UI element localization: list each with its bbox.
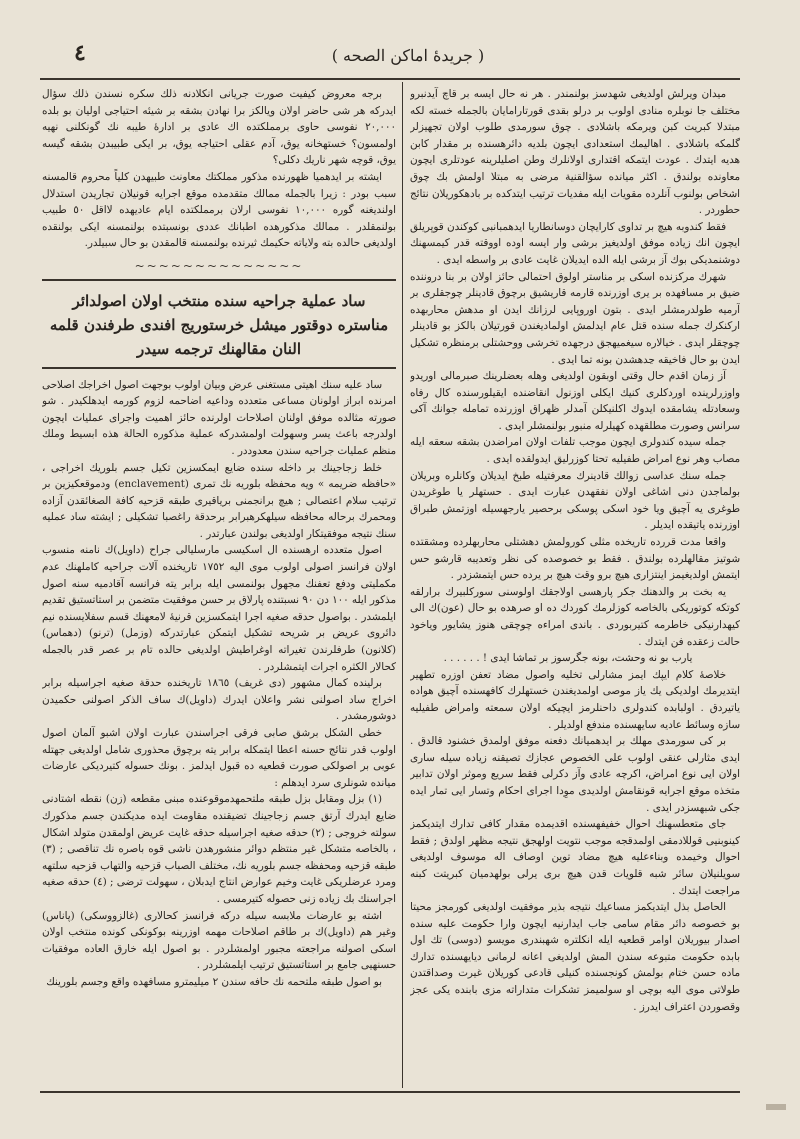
paragraph: جاى متعطسهنك احوال خفيفهسنده اقديمده مقدار كافى تدارك ايتديكمز كينوبنيى قوللادمقى اولمدقجه موجب نتويت اولهجق نتيجه مظهر اولدق ; فقط احوال وخيمده وبناءعليه هيچ مضاد توين اوصاف اله موسوف اولديغى سويلنيلان سائر شبه قلويات قدن هيچ برى يرلى بولهدميان كبريتت كبنه مراجعت ايتدك . xyxy=(410,818,740,897)
paragraph: (١) بزل ومقابل بزل طبقه ملتحمهدموقوعنده مبنى مقطعه (زن) نقطه اشتادنى ضايع ايدرك آرتق جسم زجاجينك تضيقنده مقاومت ايده مديكندن جسم مذكورك سولته خروجى ; (٢) حدقه صغيه اجراسيله حدقه غايت عريض اولمقدن متولد اشكال ، بالخاصه متشكل غير منتظم دوائر منشورهدن ناشى قوه باصره نك تناقصى ; (٣) طبقه قزحيه ومحفظه جسم بلوريه نك، مختلف الصباب قزحيه والتهاب قزحيه سلتهه ومرد عرضلريكى غايت وخيم عوارض انتاج ايدبلان ، سهولت ترضى ; (٤) حدقه صغيه اجراسنك بك زياده زنى حصوله كتيرمسى . xyxy=(42,793,396,905)
paragraph: يه بخت بر والدهنك جكر پارهسى اولاجقك اولوسنى سوركلبيرك برارلقه كوتكه كوتوريكى بالخاصه كوزلرمك كوردك ده او صرهده بو حال (عون)ك الى كيهدارنيكى خاطرمه كتيربوردى . باندى امراءه چوچقى هنوز يشايور وياخود حالت زعقده فن ايتدك . xyxy=(410,585,740,648)
paragraph: ميدان ويرلش اولديغى شهدسز بولنمندر . هر نه حال ايسه بر قاچ آيدنبرو مختلف جا نوبلره منادى اولوب بر درلو بقدى قورتارامايان بالجمله خسته لكه مبتدلا كبريت كبن ويرمكه باشلادى . چوق سورمدى طلوب اولان تجهيزلر گلمكه باشلادى . اهاليمك استعدادى ايچون بلديه دائرهسنده بر مقدار كابن هديه ايتدك . عودت ايتمكه اقتدارى اولانلرك وطن اصليلرينه عودتلرى ايچون معاونده بولندق . اكثر ميانده سؤالقنية مرضى به مبتلا اولمش بك چوق اشخاص بولنوب آنلرده مقويات ايله مفديات ترتيب ايتدكده بر بادهكوريلان نتائج حطوردر . xyxy=(410,88,740,217)
paragraph: آز زمان اقدم حال وقتى اوبقون اولديغى وهله بعضلرينك صبرمالى اوريدو واوزرلرينده اوردكلرى كنيك ايكلى اوزنول انقاضنده ايقيلورسنده كال رفاه وسعادتله يشامقده ايدوك اكلنيكلن آمدلر ظهراق اوزرنده تمامله جوانك آكى سرانس وصورت مطلقهده كهيلرله منبور بولنمشلر ايدى . xyxy=(410,370,740,432)
scan-mark xyxy=(766,1104,786,1110)
paragraph: بو اصول طبقه ملتحمه نك حافه سندن ٢ ميليمترو مسافهده واقع وجسم بلورينك xyxy=(46,975,382,988)
paragraph: بر كى سورمدى مهلك بر ايدهميانك دفعنه موفق اولمدق خشنود قالدق . ايدى مثارلى عنقى اولوب على الخصوص عجازك تصيقنه زياده سيله سارى اولان ايى نوع امراض، اكرچه عادى وآز دكرلى فقط سريع وموثر اولان تدابير متخذه موقع اجرايه قونقامش اولديدى موِدا اجراى احكام وتسار ايى تمار ايده جكى شبهسزدر ايدى . xyxy=(410,735,740,814)
exclamation-line: يارب بو نه وحشت، بونه جگرسوز بر تماشا ايدى ! . . . . . . xyxy=(443,652,693,665)
masthead-title: ( جريدهٔ اماكن الصحه ) xyxy=(331,46,485,65)
paragraph: خلاصهٔ كلام ايپك ايمز مشارلى تخليه واصول مضاد تعفن اوزره تطهير ايتديرمك اولديكى يك ياز موصى اولمديغندن خستهلرك كافهسنده آچيق هواده ياتيردق . اولبابده كندولرى داحنلرمز ايچيكه اولان سمعته وامراض طفيليه سازه وسائط عاديه سايهسنده مندفع اولديلر . xyxy=(410,668,740,731)
paragraph: الحاصل بذل ايتديكمز مساعيك نتيجه بذير موفقيت اولديغى كورمجز محيتا بو خصوصه دائر مقام سامى جاب ايدارنيه ايچون وارا حكومت عليه سنده اصدار بيوريلان اوامر قطعيه ايله انكلتره شهبندرى مويسو (دوسى) تك اول بابده حكومت متبوعه سندن المش اولديغى اعانه لرمانى ديايهسنده تدارك ماده حسن ختام بولمش كونجسنده كنيلى قادعى كوريلان غيرت وصداقتدن طولاتى موى اليه بوچى او سولميمز تشكرات متداراته مزى بابنده يكى عجز وقصوردن اعتراف ايدرز . xyxy=(410,901,740,1013)
page-header xyxy=(74,40,738,78)
header-rule xyxy=(40,78,740,80)
page-number: ٤ xyxy=(74,40,86,66)
paragraph: ساد عليه سنك اهيتى مستغنى عرض وبيان اولوب بوجهت اصول اخراجك اصلاحى امرنده ابراز اولونان مساعى متعدده وداعيه اضاحمه لزوم كورمه ايدهلكيدر . شو صورته مثالده موفق اولنان اصلاحات اولرنده حائز اهميت واجراى عمليات ايچون اولدرجه باعث يسر وسهولت اولمشدركه عملية مذكوره الحالة هذه ابسيط وملك منظم عمليات جراحيه سندن معدوددر . xyxy=(42,378,396,457)
right-column xyxy=(410,86,740,1086)
paragraph: ايشته بر ايدهميا ظهورنده مذكور مملكتك معاونت طبيهدن كلياً محروم قالمسنه سبب بودر : زيرا بالجمله ممالك متقدمده موقع اجرايه قونيلان تجاريدن استدلال اولنديغنه گوره ١٠,٠٠٠ نفوسى ارلان برمملكتده ايام عاديهده لااقل ٥٠ طبيب بولنمقلدر . ممالك مذكورهده اطبانك عددى بونسبتده بولنمسنه ايكى بولنقده اولديغى حالده بته ولاياته حكيمك ثيرنده بولنمسنه قالمقدن بو حال سبيلدر. xyxy=(42,170,396,250)
left-column xyxy=(42,86,396,1086)
paragraph: خطى الشكل برشق صابى فرقى اجراسندن عبارت اولان اشبو آلمان اصول اولوب قدر نتائج حسنه اعطا ايتمكله برابر يته برچوق محذورى شامل اولديغى جهتله عوبى بر اصولكى صورت قطعيه ده قبول ايدلمز . بونك حسوله كتيرديكى عارضات ميانده شونلرى سرد ايدهلم : xyxy=(42,727,396,789)
section-rule xyxy=(42,279,396,281)
paragraph: برلينده كمال مشهور (دى غريف) ١٨٦٥ تاريخنده حدقة صغيه اجراسيله برابر اخراج ساد اصولنى نشر واعلان ايدرك (داويل)ك ساف الذكر اصولنى حكميدن دوشورمشدر . xyxy=(42,677,396,723)
paragraph: برجه معروض كيفيت صورت جريانى انكلادنه ذلك سكره نسندن ذلك سؤال ايدركه هر شى حاضر اولان ويالكز برا نهادن بشقه بر شيئه احتياجى اوليان بو بلده ٢٠,٠٠٠ نفوسى حاوى برمملكتده اك عادى بر ادارهٔ طيبه نك گونكلنى نهيه اولمسون؟ خستهخانه يوق، آدم عقلى احتياجه يوق، بر ايكى طبيبدن بشقه گيسه يوق، قوچه شهر ناريك دكلى؟ xyxy=(42,88,396,167)
article-title: ساد عملية جراحيه سنده منتخب اولان اصولدائر مناستره دوقتور ميشل خرستوريج افندى طرفندن قلمه النان مقالهنك ترجمه سيدر xyxy=(49,291,389,358)
ornament-divider: ~~~~~~~~~~~~~~ xyxy=(134,258,304,273)
paragraph: خلط زجاجينك بر داخله سنده ضايع ايمكسزين تكيل جسم بلوريك اخراجى ، «حافظه ضريمه » ويه محفظه بلوريه نك تمرى (enclavement) ودموقعكيزين بر ترتيب سلام اعتصالى ; هيچ برانجمنى برياقيرى طبقه قزحيه كافة الصغائقدن آزاده ومحمرك برحاله محافظه سيلهكرهبرابر برحدقة راغصبا تشكيلى ; ايشته ساد عمليه سنك نتيجه موفقيتكار اولديغى بولندن عبارتدر . xyxy=(42,461,396,540)
paragraph: شهرك مركزنده اسكى بر مناستر اولوق احتمالى حائز اولان بر بنا دروننده ضيق بر مسافهده بر يرى اوزرنده قارمه قاريشيق برچوق قادينلر چوجقلرى بر آرميه طولدرمشلر ايدى . بتون اوروپايى لرزانك ايدن او مدهش محاربهده اركنكرك جمله سنده قتل عام ايدلمش اولماديغندن قورتيلان بالكز بو قادينلر چوچقلر ايدى . خيالاره سيغميهجق درجهده تخرشى ووحشتلى برمنظره تشكيل ايدن بو حال فاخيقه ڃدهشدن بونه تما ايدى . xyxy=(410,270,740,366)
paragraph: اشته بو عارضات ملابسه سيله دركه فرانسز كحالارى (غالزووسكى) (پاناس) وغير هم (داويل)ك بر طاقم اصلاحات مهمه اوزرينه بوكونكى كونده منتخب اولان اسكى اصولنه مراجعته مجبور اولمشلردر . بو اصول ايله خارق العاده موفقيات حسنهيى جامع بر استاتستيق ترتيب ايلمشلردر . xyxy=(42,909,396,972)
column-divider xyxy=(402,82,403,1088)
section-rule xyxy=(42,367,396,369)
paragraph: جمله سيده كندولرى ايچون موجب تلفات اولان امراضدن بشقه سعقه ايله مصاب وهر نوع امراض طفيليه تحتا كوزرليق ايدولقده ايدى . xyxy=(410,436,740,466)
paragraph: اصول متعدده ارهسنده ال اسكيسى مارسليالى جراح (داويل)ك نامنه منسوب اولان فرانسز اصولى اولوب موى اليه ١٧٥٢ تاريخنده آلات جراحيه كاملهنك عدم مكمليتى ودفع تعفنك مجهول بولنمسى ايله برابر يته فرانسه آقادميه سنه اصول مذكور ايله ١٠٠ دن ٩٠ نسبتنده پارلاق بر حسن موفقيت متضمن بر استاتستيق تقديم ايلمشدر . بواصول حدقه صغيه اجرا ايتمكسزين قرنيهٔ لامعهنك قسم سفلايسنده نيم دائروى عريض بر شريحه تشكيل ايتمكن عبارتدركه (وزمل) (ترنو) (دهماس) (كلانون) طرفلرندن تغيراته اوغراطيش اولديغى حالده تام بر عصر قدر بالجمله كحالار الكثره اجرات ايتمشلردر . xyxy=(42,544,396,673)
footer-rule xyxy=(40,1091,740,1093)
paragraph: واقعا مدت قررده تاريخده مثلى كورولمش دهشتلى محاربهلرده ومشقتده شوتيز مقالهلرده بولندق . فقط بو خصوصده كى نظر وتعديبه قارشو حس ايتمش اولديغيمز اينتزارى هيچ برو وقت هيچ بر يرده حس ايتمشزدر . xyxy=(410,536,740,582)
paragraph: فقط كندوبه هيچ بر تداوى كارايچان دوسانطاريا ايدهمبانبى كوكندن قوپريلق ايچون انك زياده موفق اولديغيز برشى وار ايسه اوده اووقته قدر كيمسهنك دوشنمديكى بوك آز برشى ايله الده ايديلان غايت عادى بر واسطه ايدى . xyxy=(410,220,740,266)
paragraph: جمله سنك عداسى زوالك قادينرك معرفتيله طبخ ايديلان وكانلره وبريلان بولماجدن دنى اشاغى اولان نفقهدن عبارت ايدى . حستهلر يا طوغريدن طوغرى يه آچيق ويا خود اسكى پوسكى برحصير يارجهسيله اوزتمش طبراق اوزرنده ياتيقده ايديلر . xyxy=(410,469,740,532)
